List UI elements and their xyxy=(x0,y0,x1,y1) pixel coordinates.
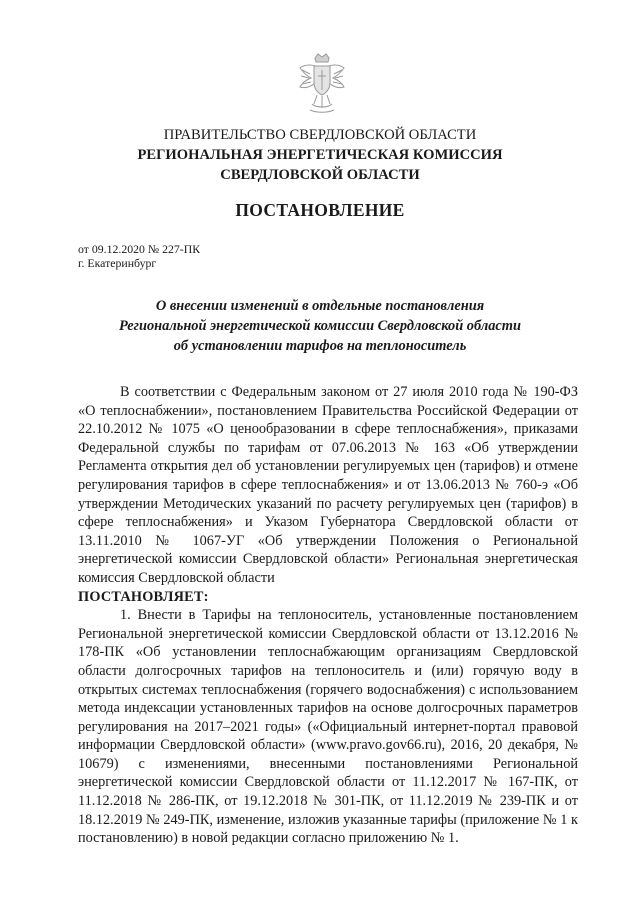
document-title: ПОСТАНОВЛЕНИЕ xyxy=(235,200,405,220)
coat-of-arms-icon xyxy=(297,52,347,114)
preamble-paragraph: В соответствии с Федеральным законом от 27 июля 2010 года № 190-ФЗ «О теплоснабжении», постановлением Правительства Российской Федерации от 22.10.2012 № 1075 «О ценообразовании в сфере теплоснабжения», приказами Федеральной службы по тарифам от 07.06.2013 № 163 «Об утверждении Регламента открытия дел об установлении регулируемых цен (тарифов) и отмене регулирования тарифов в сфере теплоснабжения» и от 13.06.2013 № 760-э «Об утверждении Методических указаний по расчету регулируемых цен (тарифов) в сфере теплоснабжения» и Указом Губернатора Свердловской области от 13.11.2010 № 1067-УГ «Об утверждении Положения о Региональной энергетической комиссии Свердловской области» Региональная энергетическая комиссия Свердловской области xyxy=(78,384,578,586)
subject-line: об установлении тарифов на теплоноситель xyxy=(173,338,467,354)
org-line-government: ПРАВИТЕЛЬСТВО СВЕРДЛОВСКОЙ ОБЛАСТИ xyxy=(163,127,477,143)
org-line-commission: РЕГИОНАЛЬНАЯ ЭНЕРГЕТИЧЕСКАЯ КОМИССИЯ xyxy=(137,147,503,163)
document-body xyxy=(78,383,578,848)
org-line-region: СВЕРДЛОВСКОЙ ОБЛАСТИ xyxy=(220,167,420,183)
document-subject xyxy=(0,296,640,356)
subject-line: Региональной энергетической комиссии Свердловской области xyxy=(119,318,521,334)
document-city: г. Екатеринбург xyxy=(78,256,157,270)
subject-line: О внесении изменений в отдельные постановления xyxy=(155,298,485,314)
resolves-heading: ПОСТАНОВЛЯЕТ: xyxy=(78,588,209,605)
item-1-paragraph: 1. Внести в Тарифы на теплоноситель, установленные постановлением Региональной энергетической комиссии Свердловской области от 13.12.2016 № 178-ПК «Об установлении теплоснабжающим организациям Свердловской области долгосрочных тарифов на теплоноситель и (или) горячую воду в открытых системах теплоснабжения (горячего водоснабжения) с использованием метода индексации установленных тарифов на основе долгосрочных параметров регулирования на 2017–2021 годы» («Официальный интернет-портал правовой информации Свердловской области» (www.pravo.gov66.ru), 2016, 20 декабря, № 10679) с изменениями, внесенными постановлениями Региональной энергетической комиссии Свердловской области от 11.12.2017 № 167-ПК, от 11.12.2018 № 286-ПК, от 19.12.2018 № 301-ПК, от 11.12.2019 № 239-ПК и от 18.12.2019 № 249-ПК, изменение, изложив указанные тарифы (приложение № 1 к постановлению) в новой редакции согласно приложению № 1. xyxy=(78,607,578,847)
document-date-number: от 09.12.2020 № 227-ПК xyxy=(78,242,201,256)
